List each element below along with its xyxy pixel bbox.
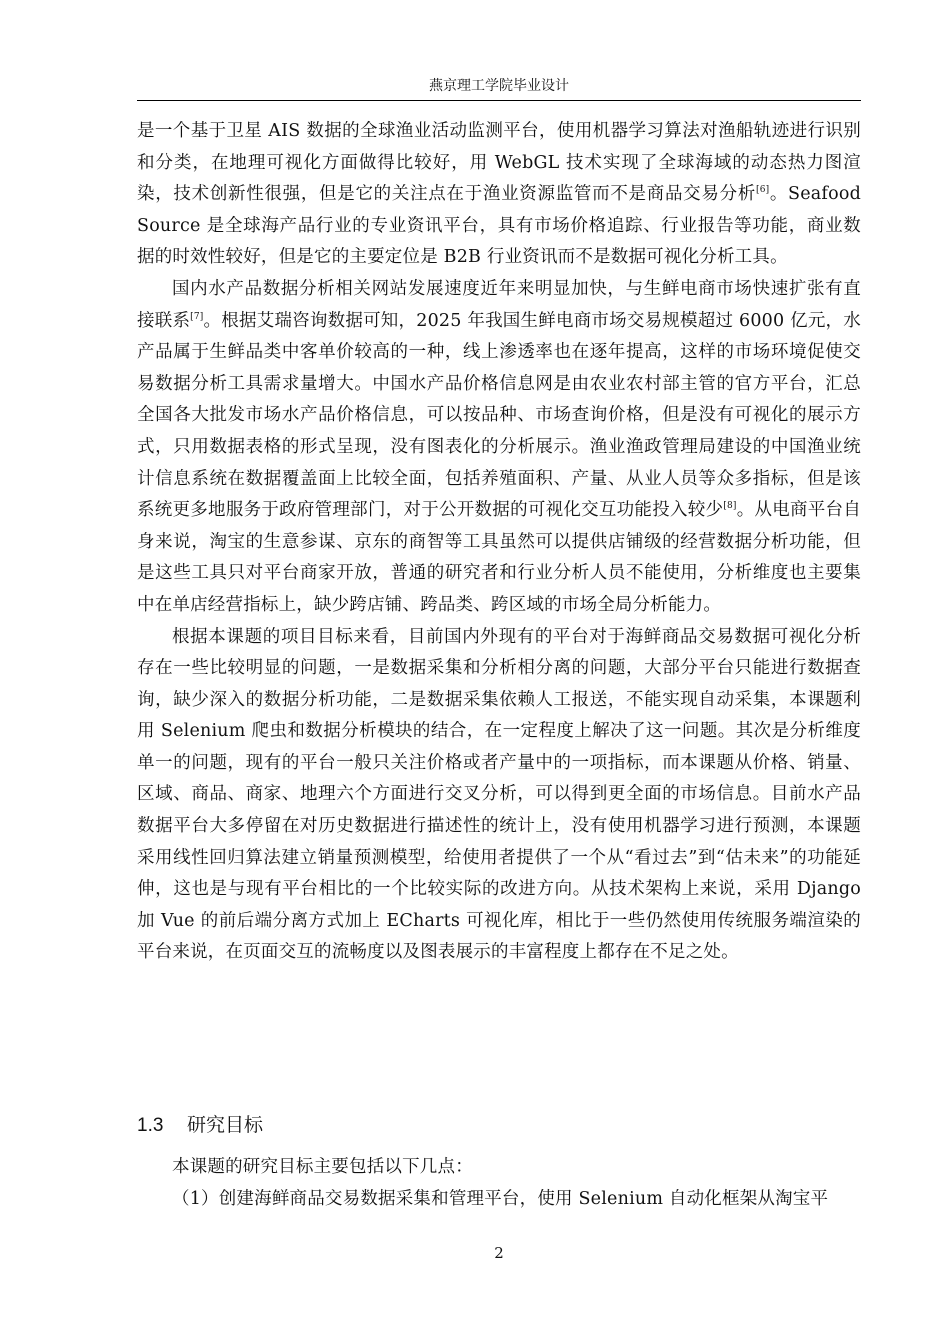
paragraph-1 — [137, 116, 861, 274]
section-intro — [137, 1152, 861, 1215]
body-text — [137, 116, 861, 969]
page-header: 燕京理工学院毕业设计 — [429, 78, 569, 94]
intro-lead: 本课题的研究目标主要包括以下几点： — [172, 1157, 473, 1177]
paragraph-text: 根据本课题的项目目标来看，目前国内外现有的平台对于海鲜商品交易数据可视化分析存在一些比较明显的问题，一是数据采集和分析相分离的问题，大部分平台只能进行数据查询，缺少深入的数据分析功能，二是数据采集依赖人工报送，不能实现自动采集，本课题利用 Selenium 爬虫和数据分析模块的结合，在一定程度上解决了这一问题。其次是分析维度单一的问题，现有的平台一般只关注价格或者产量中的一项指标，而本课题从价格、销量、区域、商品、商家、地理六个方面进行交叉分析，可以得到更全面的市场信息。目前水产品数据平台大多停留在对历史数据进行描述性的统计上，没有使用机器学习进行预测，本课题采用线性回归算法建立销量预测模型，给使用者提供了一个从“看过去”到“估未来”的功能延伸，这也是与现有平台相比的一个比较实际的改进方向。从技术架构上来说，采用 Django 加 Vue 的前后端分离方式加上 ECharts 可视化库，相比于一些仍然使用传统服务端渲染的平台来说，在页面交互的流畅度以及图表展示的丰富程度上都存在不足之处。 — [137, 626, 861, 963]
section-heading — [137, 1110, 263, 1141]
header-divider — [137, 100, 861, 101]
intro-item-1: （1）创建海鲜商品交易数据采集和管理平台，使用 Selenium 自动化框架从淘宝平 — [172, 1188, 829, 1209]
citation-ref: [7] — [190, 311, 204, 322]
citation-ref: [6] — [755, 185, 770, 196]
paragraph-text: 。Seafood Source 是全球海产品行业的专业资讯平台，具有市场价格追踪、行业报告等功能，商业数据的时效性较好，但是它的主要定位是 B2B 行业资讯而不是数据可视化分析工具。 — [137, 184, 861, 268]
paragraph-text: 。根据艾瑞咨询数据可知，2025 年我国生鲜电商市场交易规模超过 6000 亿元，水产品属于生鲜品类中客单价较高的一种，线上渗透率也在逐年提高，这样的市场环境促使交易数据分析工具需求量增大。中国水产品价格信息网是由农业农村部主管的官方平台，汇总全国各大批发市场水产品价格信息，可以按品种、市场查询价格，但是没有可视化的展示方式，只用数据表格的形式呈现，没有图表化的分析展示。渔业渔政管理局建设的中国渔业统计信息系统在数据覆盖面上比较全面，包括养殖面积、产量、从业人员等众多指标，但是该系统更多地服务于政府管理部门，对于公开数据的可视化交互功能投入较少 — [137, 310, 861, 521]
paragraph-text: 是一个基于卫星 AIS 数据的全球渔业活动监测平台，使用机器学习算法对渔船轨迹进行识别和分类，在地理可视化方面做得比较好，用 WebGL 技术实现了全球海域的动态热力图渲染，技术创新性很强，但是它的关注点在于渔业资源监管而不是商品交易分析 — [137, 121, 861, 205]
paragraph-3 — [137, 622, 861, 970]
section-title: 研究目标 — [187, 1114, 264, 1136]
section-number: 1.3 — [137, 1115, 164, 1136]
page-number: 2 — [494, 1244, 504, 1262]
paragraph-2 — [137, 274, 861, 622]
citation-ref: [8] — [723, 501, 737, 512]
paragraph-text: 国内水产品数据分析相关网站发展速度近年来明显加快，与生鲜电商市场快速扩张有直接联系 — [137, 278, 861, 331]
paragraph-text: 。从电商平台自身来说，淘宝的生意参谋、京东的商智等工具虽然可以提供店铺级的经营数据分析功能，但是这些工具只对平台商家开放，普通的研究者和行业分析人员不能使用，分析维度也主要集中在单店经营指标上，缺少跨店铺、跨品类、跨区域的市场全局分析能力。 — [137, 500, 861, 615]
